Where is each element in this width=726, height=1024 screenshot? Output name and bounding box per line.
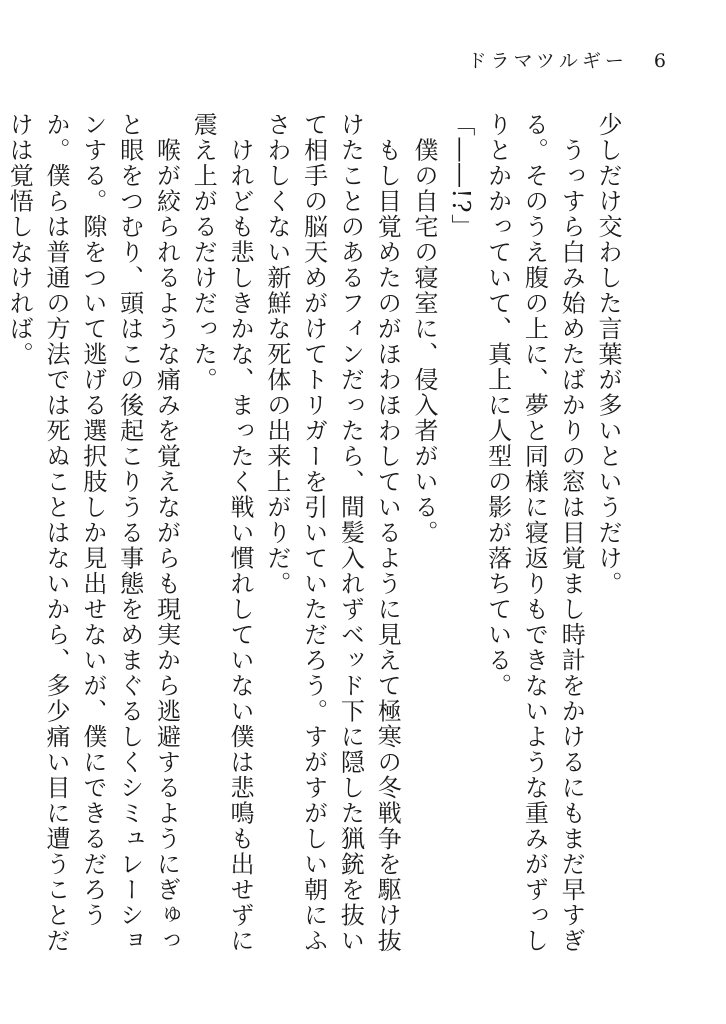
page-number: 6 xyxy=(653,50,666,72)
paragraph: 僕の自宅の寝室に、侵入者がいる。 xyxy=(410,112,439,546)
paragraph: うっすら白み始めたばかりの窓は目覚まし時計をかけるにもまだ早すぎる。そのうえ腹の上に、夢と同様に寝返りもできないような重みがずっしりとかかっていて、真上に人型の影が落ちている。 xyxy=(483,112,586,954)
paragraph: もし目覚めたのがほわほわしているように見えて極寒の冬戦争を駆け抜けたことのあるフィンだったら、間髪入れずベッド下に隠した猟銃を抜いて相手の脳天めがけてトリガーを引いていただろう。すがすがしい朝にふさわしくない新鮮な死体の出来上がりだ。 xyxy=(262,112,402,954)
paragraph: 喉が絞られるような痛みを覚えながらも現実から逃避するようにぎゅっと眼をつむり、頭はこの後起こりうる事態をめまぐるしくシミュレーションする。隙をついて逃げる選択肢しか見出せないが、僕にできるだろうか。僕らは普通の方法では死ぬことはないから、多少痛い目に遭うことだけは覚悟しなければ。 xyxy=(5,112,181,954)
chapter-title: ドラマツルギー xyxy=(467,50,628,72)
vertical-body-text xyxy=(5,112,626,972)
paragraph: けれども悲しきかな、まったく戦い慣れしていない僕は悲鳴も出せずに震え上がるだけだった。 xyxy=(189,112,255,954)
running-header xyxy=(467,46,666,73)
paragraph: 「――!?」 xyxy=(446,112,475,240)
paragraph: 少しだけ交わした言葉が多いというだけ。 xyxy=(594,112,622,597)
